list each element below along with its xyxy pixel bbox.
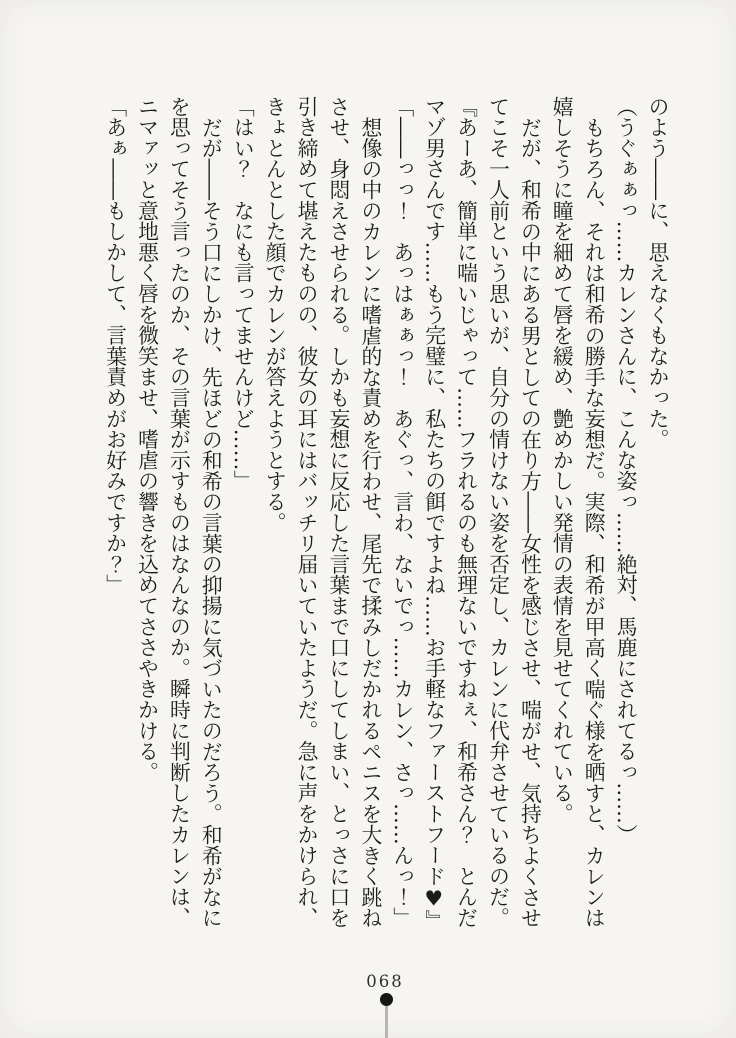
paragraph: 『あーあ、簡単に喘いじゃって……フラれるのも無理ないですねぇ、和希さん？ とんだマゾ男さんです……もう完璧に、私たちの餌ですよね……お手軽なファーストフード♥』	[421, 96, 478, 932]
page-marker-stem	[385, 1002, 388, 1038]
paragraph: のよう――に、思えなくもなかった。	[645, 96, 669, 450]
paragraph: 想像の中のカレンに嗜虐的な責めを行わせ、尾先で揉みしだかれるペニスを大きく跳ねさせ、身悶えさせられる。しかも妄想に反応した言葉まで口にしてしまい、とっさに口を引き締めて堪えたものの、彼女の耳にはバッチリ届いていたようだ。急に声をかけられ、きょとんとした顔でカレンが答えようとする。	[262, 96, 382, 928]
page-marker-dot-icon	[380, 993, 393, 1006]
page-text	[98, 96, 672, 932]
paragraph: 「――っっ！ あっはぁぁっ！ あぐっ、言わ、ないでっ……カレン、さっ……んっ！」	[389, 96, 414, 928]
paragraph: もちろん、それは和希の勝手な妄想だ。実際、和希が甲高く喘ぐ様を晒すと、カレンは嬉しそうに瞳を細めて唇を緩め、艶めかしい発情の表情を見せてくれている。	[549, 96, 606, 928]
paragraph: 「あぁ――もしかして、言葉責めがお好みですか？」	[102, 96, 127, 596]
paragraph: （うぐぁぁっ……カレンさんに、こんな姿っ……絶対、馬鹿にされてるっ……）	[613, 96, 638, 845]
paragraph: だが、和希の中にある男としての在り方――女性を感じさせ、喘がせ、気持ちよくさせてこそ一人前という思いが、自分の情けない姿を否定し、カレンに代弁させているのだ。	[485, 96, 542, 928]
page-number: 068	[366, 972, 404, 991]
paragraph: だが――そう口にしかけ、先ほどの和希の言葉の抑揚に気づいたのだろう。和希がなにを思ってそう言ったのか、その言葉が示すものはなんなのか。瞬時に判断したカレンは、ニマァッと意地悪く唇を微笑ませ、嗜虐の響きを込めてささやきかける。	[134, 96, 223, 928]
paragraph: 「はい？ なにも言ってませんけど……」	[230, 96, 255, 492]
